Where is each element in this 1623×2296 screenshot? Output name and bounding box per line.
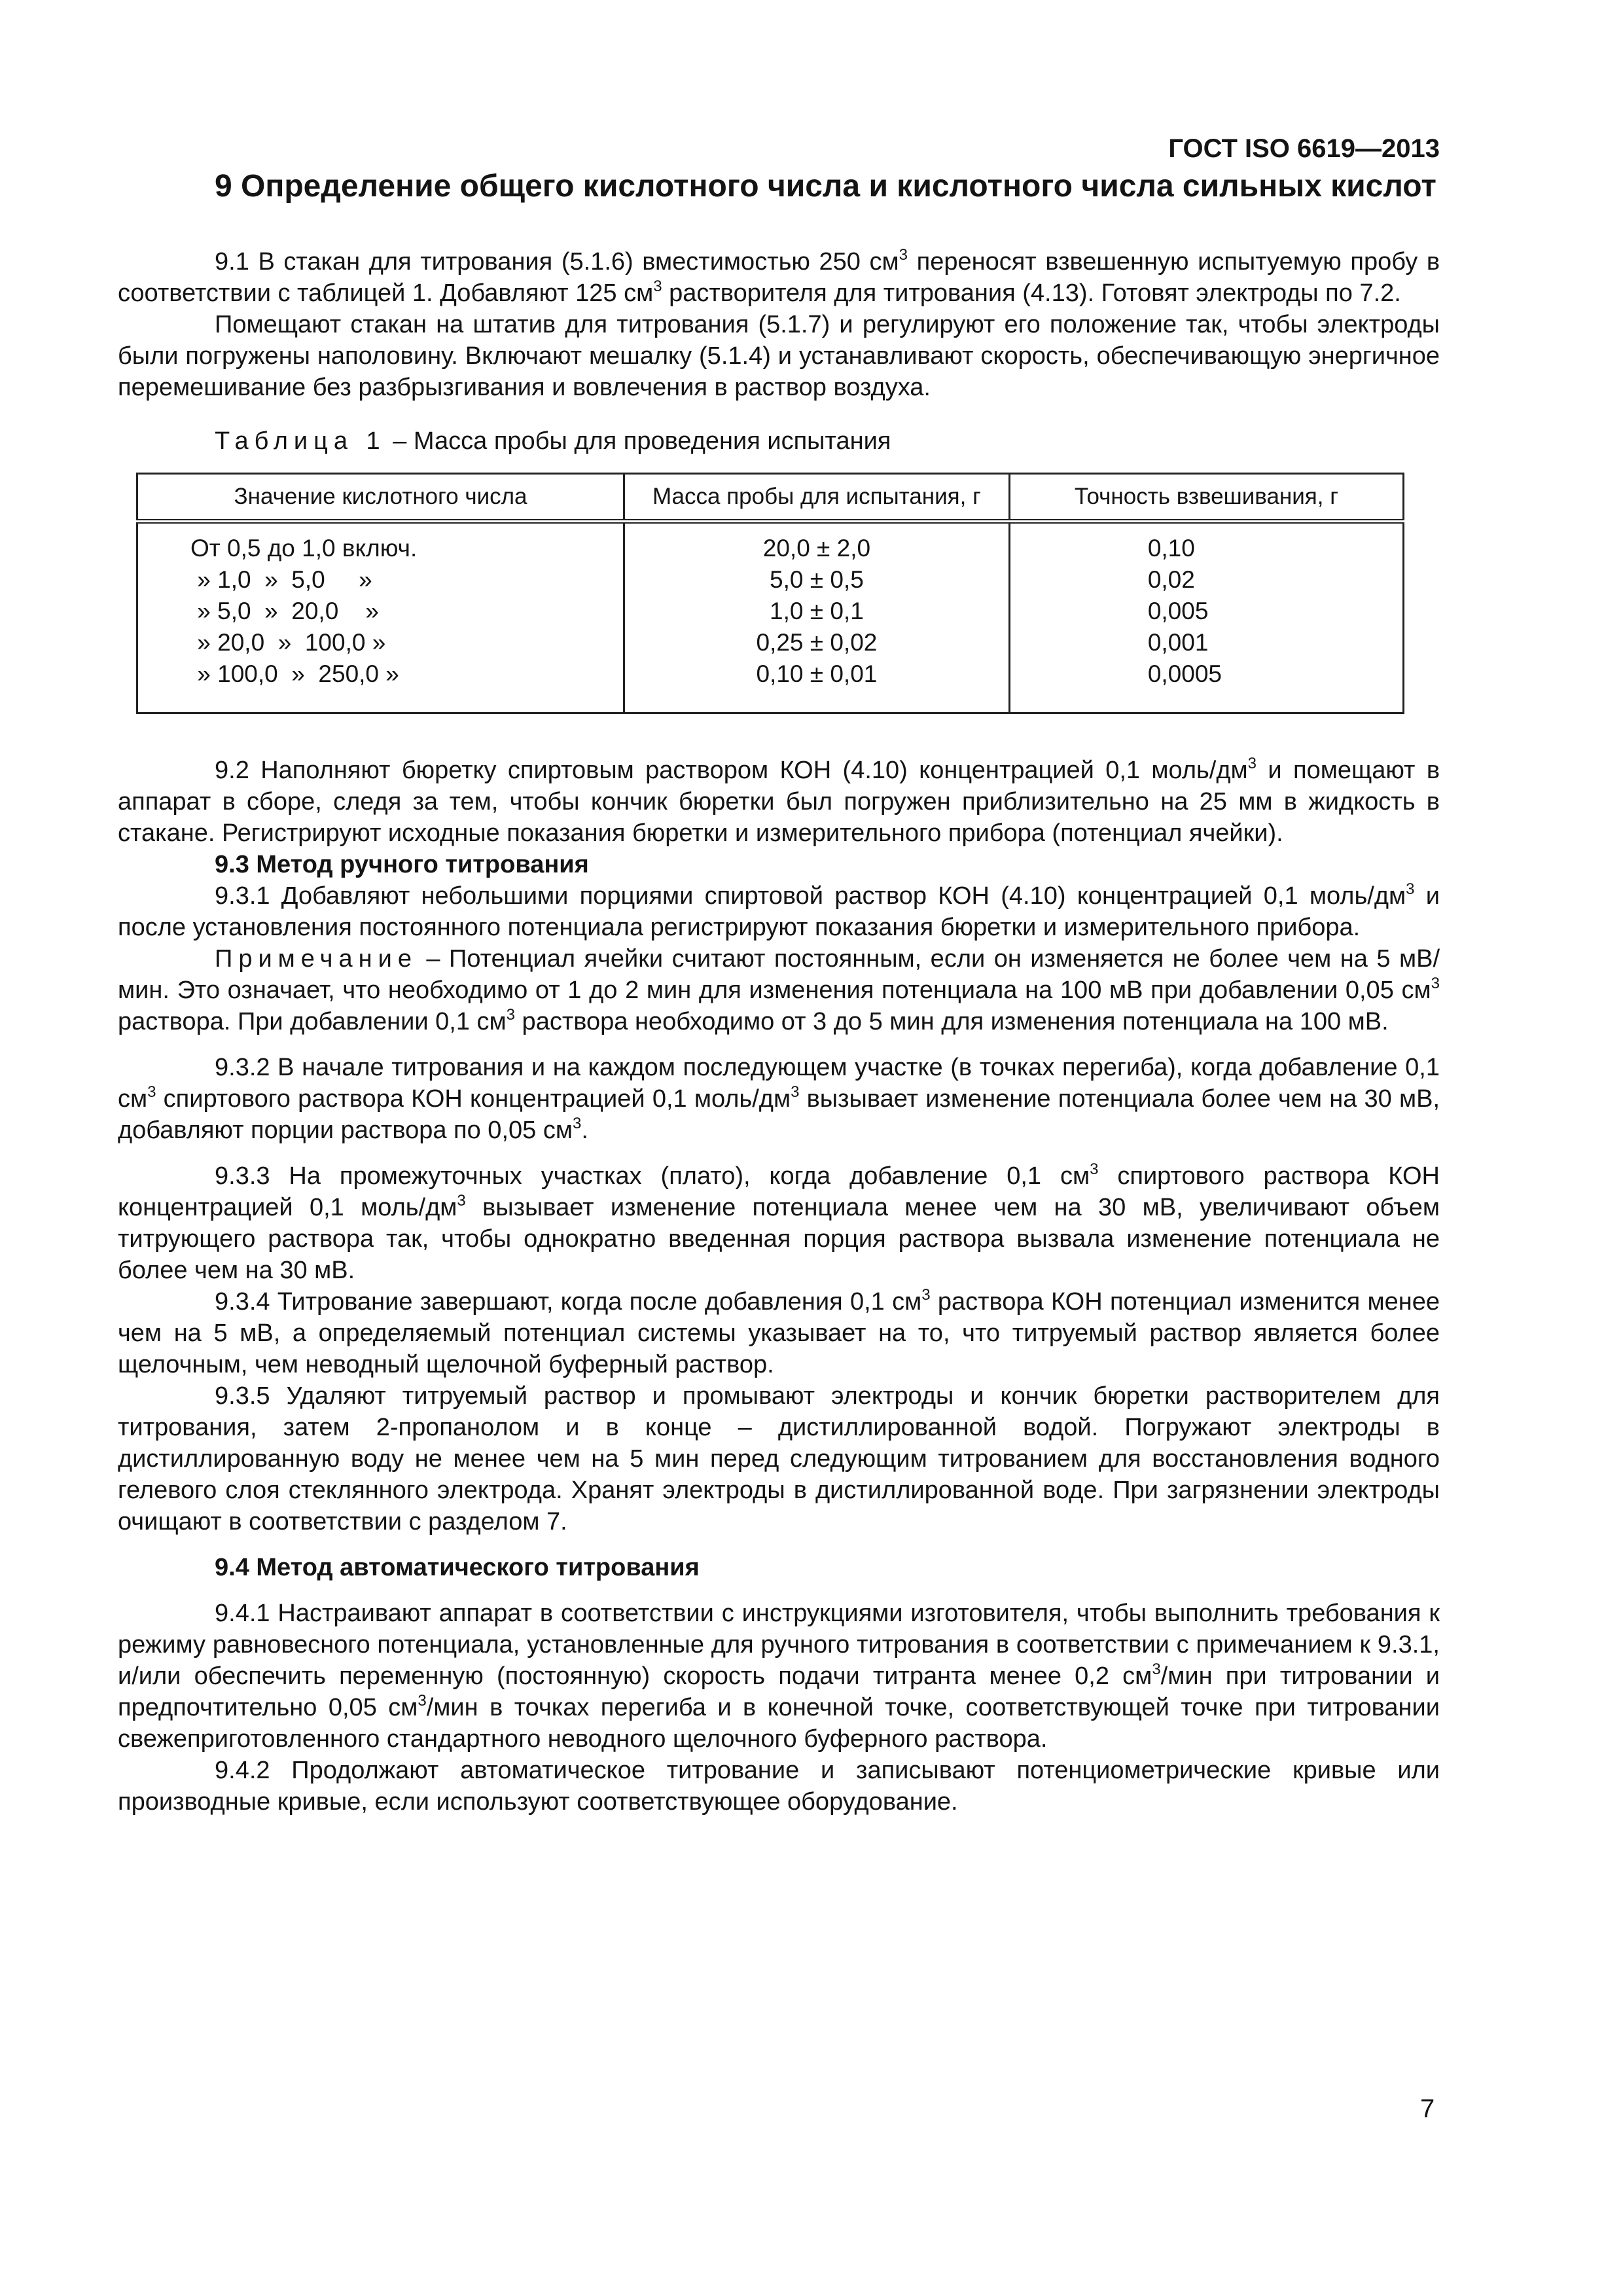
paragraph-9-3-1: 9.3.1 Добавляют небольшими порциями спиртовой раствор КОН (4.10) концентрацией 0,1 моль/$дм^3$ и после установления постоянного потенциала регистрируют показания бюретки и измерительного прибора. <box>118 880 1440 941</box>
header-sample-mass: Масса пробы для испытания, г <box>624 474 1010 522</box>
sample-mass-table <box>136 473 1404 714</box>
note-label: Примечание <box>215 945 418 973</box>
paragraph-9-1-continued: Помещают стакан на штатив для титрования (5.1.7) и регулируют его положение так, чтобы электроды были погружены наполовину. Включают мешалку (5.1.4) и устанавливают скорость, обеспечивающую энергичное перемешивание без разбрызгивания и вовлечения в раствор воздуха. <box>118 311 1440 401</box>
paragraph-9-3-5: 9.3.5 Удаляют титруемый раствор и промывают электроды и кончик бюретки растворителем для титрования, затем 2-пропанолом и в конце – дистиллированной водой. Погружают электроды в дистиллированную воду не менее чем на 5 мин перед следующим титрованием для восстановления водного гелевого слоя стеклянного электрода. Хранят электроды в дистиллированной воде. При загрязнении электроды очищают в соответствии с разделом 7. <box>118 1382 1440 1535</box>
table-caption: Таблица 1 – Масса пробы для проведения испытания <box>215 427 891 455</box>
header-acid-number: Значение кислотного числа <box>137 474 624 522</box>
paragraph-9-3-3: 9.3.3 На промежуточных участках (плато), когда добавление 0,1 $см^3$ спиртового раствора КОН концентрацией 0,1 моль/$дм^3$ вызывает изменение потенциала менее чем на 30 мВ, увеличивают объем титрующего раствора так, чтобы однократно введенная порция раствора вызвала изменение потенциала не более чем на 30 мВ. <box>118 1160 1440 1284</box>
paragraph-9-3-2: 9.3.2 В начале титрования и на каждом последующем участке (в точках перегиба), когда добавление 0,1 $см^3$ спиртового раствора КОН концентрацией 0,1 моль/$дм^3$ вызывает изменение потенциала более чем на 30 мВ, добавляют порции раствора по 0,05 $см^3$. <box>118 1054 1440 1144</box>
acid-number-cell: От 0,5 до 1,0 включ. » 1,0 » 5,0 » » 5,0 » 20,0 » » 20,0 » 100,0 » » 100,0 » 250,0 » <box>137 522 624 713</box>
subsection-title-9-3: 9.3 Метод ручного титрования <box>215 851 589 878</box>
document-page <box>118 131 1440 1818</box>
header-weighing-accuracy: Точность взвешивания, г <box>1009 474 1403 522</box>
note: Примечание – Потенциал ячейки считают постоянным, если он изменяется не более чем на 5 мВ/мин. Это означает, что необходимо от 1 до 2 мин для изменения потенциала на 100 мВ при добавлении 0,05 $см^3$ раствора. При добавлении 0,1 $см^3$ раствора необходимо от 3 до 5 мин для изменения потенциала на 100 мВ. <box>118 945 1440 1035</box>
section-title: 9 Определение общего кислотного числа и кислотного числа сильных кислот <box>215 169 1436 204</box>
table-header-row <box>137 474 1404 522</box>
document-code: ГОСТ ISO 6619—2013 <box>1168 134 1440 163</box>
paragraph-9-2: 9.2 Наполняют бюретку спиртовым раствором КОН (4.10) концентрацией 0,1 моль/$дм^3$ и помещают в аппарат в сборе, следя за тем, чтобы кончик бюретки был погружен приблизительно на 25 мм в жидкость в стакане. Регистрируют исходные показания бюретки и измерительного прибора (потенциал ячейки). <box>118 755 1440 847</box>
weighing-accuracy-cell: 0,10 0,02 0,005 0,001 0,0005 <box>1009 522 1403 713</box>
page-number: 7 <box>1420 2094 1435 2123</box>
table-row <box>137 522 1404 713</box>
sample-mass-cell: 20,0 ± 2,0 5,0 ± 0,5 1,0 ± 0,1 0,25 ± 0,02 0,10 ± 0,01 <box>624 522 1010 713</box>
paragraph-9-1: 9.1 В стакан для титрования (5.1.6) вместимостью 250 $см^3$ переносят взвешенную испытуемую пробу в соответствии с таблицей 1. Добавляют 125 $см^3$ растворителя для титрования (4.13). Готовят электроды по 7.2. <box>118 246 1440 307</box>
paragraph-9-4-1: 9.4.1 Настраивают аппарат в соответствии с инструкциями изготовителя, чтобы выполнить требования к режиму равновесного потенциала, установленные для ручного титрования в соответствии с примечанием к 9.3.1, и/или обеспечить переменную (постоянную) скорость подачи титранта менее 0,2 $см^3$/мин при титровании и предпочтительно 0,05 $см^3$/мин в точках перегиба и в конечной точке, соответствующей точке при титровании свежеприготовленного стандартного неводного щелочного буферного раствора. <box>118 1600 1440 1753</box>
paragraph-9-4-2: 9.4.2 Продолжают автоматическое титрование и записывают потенциометрические кривые или производные кривые, если используют соответствующее оборудование. <box>118 1757 1440 1816</box>
subsection-title-9-4: 9.4 Метод автоматического титрования <box>215 1554 700 1581</box>
paragraph-9-3-4: 9.3.4 Титрование завершают, когда после добавления 0,1 $см^3$ раствора КОН потенциал изменится менее чем на 5 мВ, а определяемый потенциал системы указывает на то, что титруемый раствор является более щелочным, чем неводный щелочной буферный раствор. <box>118 1286 1440 1378</box>
